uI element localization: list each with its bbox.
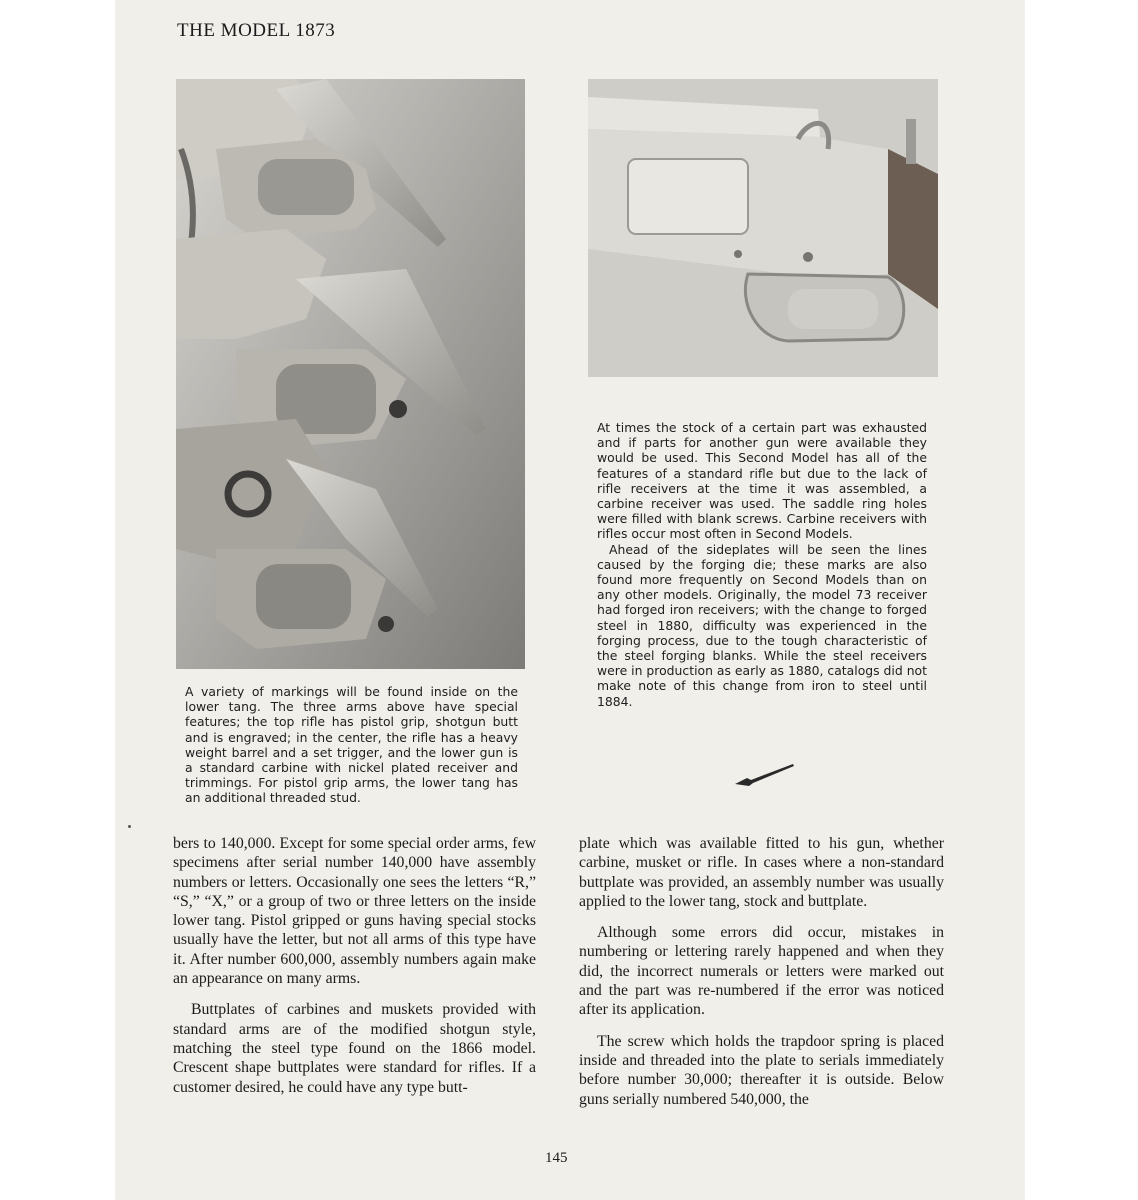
body-paragraph: bers to 140,000. Except for some special order arms, few specimens after serial number 140,000 have assembly numbers or letters. Occasionally one sees the letters “R,” “S,” “X,” or a group of two or three letters on the inside lower tang. Pistol gripped or guns having special stocks usually have the letter, but not all arms of this type have it. After number 600,000, assembly numbers again make an appearance on many arms.: [173, 835, 536, 988]
page-number: 145: [545, 1150, 568, 1166]
margin-mark: [128, 825, 131, 828]
body-column-left: [173, 834, 536, 1097]
right-caption-paragraph: At times the stock of a certain part was exhausted and if parts for another gun were available they would be used. This Second Model has all of the features of a standard rifle but due to the lack of rifle receivers at the time it was assembled, a carbine receiver was used. The saddle ring holes were filled with blank screws. Carbine receivers with rifles occur most often in Second Models.: [597, 420, 927, 542]
left-photo-caption: A variety of markings will be found inside on the lower tang. The three arms above have special features; the top rifle has pistol grip, shotgun butt and is engraved; in the center, the rifle has a heavy weight barrel and a set trigger, and the lower gun is a standard carbine with nickel plated receiver and trimmings. For pistol grip arms, the lower tang has an additional threaded stud.: [185, 684, 518, 806]
body-paragraph: Although some errors did occur, mistakes in numbering or lettering rarely happened and when they did, the incorrect numerals or letters were marked out and the part was re-numbered if the error was noticed after its application.: [579, 924, 944, 1019]
body-paragraph: The screw which holds the trapdoor spring is placed inside and threaded into the plate to serials immediately before number 30,000; thereafter it is outside. Below guns serially numbered 540,000, the: [579, 1032, 944, 1108]
left-photo: [176, 79, 525, 669]
body-column-right: [579, 834, 944, 1109]
body-paragraph: plate which was available fitted to his gun, whether carbine, musket or rifle. In cases where a non-standard buttplate was provided, an assembly number was usually applied to the lower tang, stock and buttplate.: [579, 835, 944, 910]
right-caption-paragraph: Ahead of the sideplates will be seen the lines caused by the forging die; these marks are also found more frequently on Second Models than on any other models. Originally, the model 73 receiver had forged iron receivers; with the change to forged steel in 1880, difficulty was experienced in the forging process, due to the tough characteristic of the steel forging blanks. While the steel receivers were in production as early as 1880, catalogs did not make note of this change from iron to steel until 1884.: [597, 541, 927, 709]
body-paragraph: Buttplates of carbines and muskets provided with standard arms are of the modified shotgun style, matching the steel type found on the 1866 model. Crescent shape buttplates were standard for rifles. If a customer desired, he could have any type butt-: [173, 1001, 536, 1096]
running-head: THE MODEL 1873: [177, 20, 336, 41]
right-photo: [588, 79, 938, 377]
rifle-ornament-icon: [733, 760, 797, 788]
book-page: [115, 0, 1025, 1200]
right-photo-caption: [597, 420, 927, 709]
